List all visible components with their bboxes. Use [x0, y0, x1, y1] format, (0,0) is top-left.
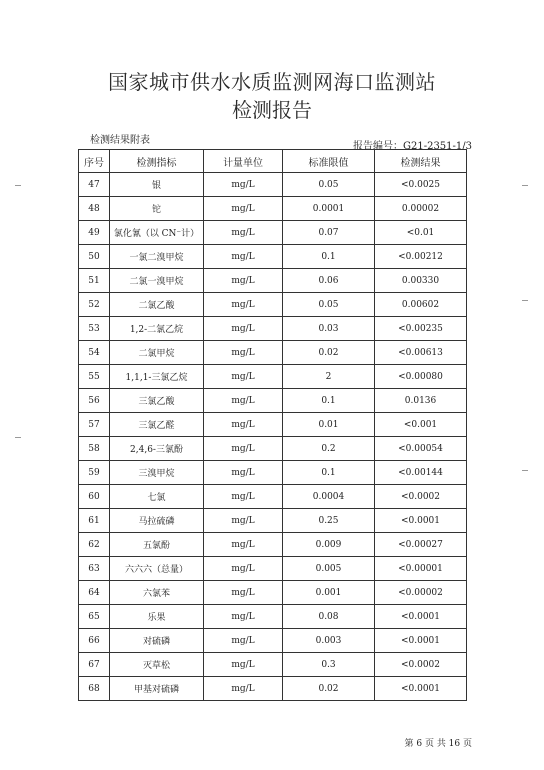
cell-indicator: 六氯苯	[110, 581, 204, 605]
col-header-result: 检测结果	[375, 150, 467, 173]
cell-indicator: 六六六（总量）	[110, 557, 204, 581]
cell-indicator: 氯化氰（以 CN⁻计）	[110, 221, 204, 245]
cell-limit: 0.05	[283, 293, 375, 317]
cell-limit: 0.005	[283, 557, 375, 581]
scan-mark	[15, 185, 21, 186]
cell-index: 53	[79, 317, 110, 341]
table-row	[79, 629, 467, 653]
cell-indicator: 二氯乙酸	[110, 293, 204, 317]
cell-indicator: 二氯甲烷	[110, 341, 204, 365]
table-row	[79, 677, 467, 701]
cell-unit: mg/L	[204, 269, 283, 293]
cell-index: 65	[79, 605, 110, 629]
table-row	[79, 173, 467, 197]
table-row	[79, 245, 467, 269]
cell-unit: mg/L	[204, 389, 283, 413]
table-row	[79, 485, 467, 509]
report-title-line2: 检测报告	[232, 98, 312, 122]
table-row	[79, 197, 467, 221]
cell-limit: 0.1	[283, 245, 375, 269]
table-row	[79, 509, 467, 533]
cell-result: <0.00144	[375, 461, 467, 485]
cell-unit: mg/L	[204, 653, 283, 677]
cell-indicator: 铊	[110, 197, 204, 221]
cell-result: <0.00054	[375, 437, 467, 461]
cell-limit: 0.05	[283, 173, 375, 197]
cell-result: 0.00330	[375, 269, 467, 293]
cell-limit: 0.1	[283, 461, 375, 485]
cell-result: 0.0136	[375, 389, 467, 413]
scan-mark	[522, 300, 528, 301]
cell-indicator: 1,2-二氯乙烷	[110, 317, 204, 341]
cell-result: <0.0001	[375, 629, 467, 653]
cell-index: 51	[79, 269, 110, 293]
cell-result: 0.00002	[375, 197, 467, 221]
table-row	[79, 365, 467, 389]
cell-result: <0.00001	[375, 557, 467, 581]
page-number: 第 6 页 共 16 页	[404, 739, 472, 749]
scan-mark	[15, 437, 21, 438]
cell-unit: mg/L	[204, 629, 283, 653]
table-row	[79, 557, 467, 581]
cell-unit: mg/L	[204, 197, 283, 221]
cell-indicator: 五氯酚	[110, 533, 204, 557]
cell-indicator: 乐果	[110, 605, 204, 629]
cell-limit: 0.3	[283, 653, 375, 677]
cell-result: <0.0001	[375, 677, 467, 701]
cell-index: 50	[79, 245, 110, 269]
cell-index: 63	[79, 557, 110, 581]
cell-limit: 0.009	[283, 533, 375, 557]
cell-indicator: 灭草松	[110, 653, 204, 677]
cell-unit: mg/L	[204, 533, 283, 557]
cell-unit: mg/L	[204, 677, 283, 701]
cell-limit: 0.0004	[283, 485, 375, 509]
cell-indicator: 三溴甲烷	[110, 461, 204, 485]
cell-limit: 0.003	[283, 629, 375, 653]
table-row	[79, 605, 467, 629]
table-row	[79, 293, 467, 317]
report-number: 报告编号：G21-2351-1/3	[352, 141, 472, 152]
cell-limit: 0.25	[283, 509, 375, 533]
cell-limit: 2	[283, 365, 375, 389]
cell-unit: mg/L	[204, 557, 283, 581]
table-row	[79, 221, 467, 245]
table-row	[79, 413, 467, 437]
cell-index: 52	[79, 293, 110, 317]
cell-unit: mg/L	[204, 461, 283, 485]
cell-limit: 0.001	[283, 581, 375, 605]
cell-indicator: 一氯二溴甲烷	[110, 245, 204, 269]
cell-result: 0.00602	[375, 293, 467, 317]
cell-unit: mg/L	[204, 485, 283, 509]
cell-index: 60	[79, 485, 110, 509]
results-table	[78, 149, 467, 701]
scan-mark	[522, 470, 528, 471]
cell-index: 57	[79, 413, 110, 437]
cell-index: 61	[79, 509, 110, 533]
cell-result: <0.001	[375, 413, 467, 437]
cell-result: <0.0001	[375, 509, 467, 533]
cell-limit: 0.2	[283, 437, 375, 461]
table-row	[79, 461, 467, 485]
table-row	[79, 317, 467, 341]
cell-result: <0.01	[375, 221, 467, 245]
cell-result: <0.00235	[375, 317, 467, 341]
cell-index: 67	[79, 653, 110, 677]
cell-indicator: 对硫磷	[110, 629, 204, 653]
cell-limit: 0.08	[283, 605, 375, 629]
table-header-row	[79, 150, 467, 173]
cell-result: <0.00613	[375, 341, 467, 365]
cell-limit: 0.1	[283, 389, 375, 413]
cell-unit: mg/L	[204, 509, 283, 533]
report-title-line1: 国家城市供水水质监测网海口监测站	[108, 70, 436, 94]
cell-unit: mg/L	[204, 293, 283, 317]
table-row	[79, 341, 467, 365]
cell-indicator: 2,4,6-三氯酚	[110, 437, 204, 461]
table-row	[79, 389, 467, 413]
table-row	[79, 653, 467, 677]
cell-index: 47	[79, 173, 110, 197]
cell-index: 68	[79, 677, 110, 701]
cell-unit: mg/L	[204, 365, 283, 389]
cell-limit: 0.0001	[283, 197, 375, 221]
cell-unit: mg/L	[204, 221, 283, 245]
cell-result: <0.0002	[375, 653, 467, 677]
cell-limit: 0.03	[283, 317, 375, 341]
col-header-unit: 计量单位	[204, 150, 283, 173]
cell-result: <0.0025	[375, 173, 467, 197]
cell-index: 56	[79, 389, 110, 413]
cell-unit: mg/L	[204, 341, 283, 365]
cell-index: 49	[79, 221, 110, 245]
cell-limit: 0.06	[283, 269, 375, 293]
cell-result: <0.0001	[375, 605, 467, 629]
cell-limit: 0.02	[283, 341, 375, 365]
cell-index: 48	[79, 197, 110, 221]
cell-unit: mg/L	[204, 605, 283, 629]
table-caption: 检测结果附表	[90, 135, 150, 146]
table-row	[79, 581, 467, 605]
cell-result: <0.00080	[375, 365, 467, 389]
cell-index: 54	[79, 341, 110, 365]
cell-result: <0.00212	[375, 245, 467, 269]
col-header-limit: 标准限值	[283, 150, 375, 173]
cell-index: 55	[79, 365, 110, 389]
cell-unit: mg/L	[204, 173, 283, 197]
cell-unit: mg/L	[204, 245, 283, 269]
cell-indicator: 马拉硫磷	[110, 509, 204, 533]
cell-unit: mg/L	[204, 437, 283, 461]
cell-indicator: 三氯乙酸	[110, 389, 204, 413]
cell-indicator: 二氯一溴甲烷	[110, 269, 204, 293]
cell-result: <0.0002	[375, 485, 467, 509]
cell-indicator: 1,1,1-三氯乙烷	[110, 365, 204, 389]
cell-limit: 0.01	[283, 413, 375, 437]
cell-index: 64	[79, 581, 110, 605]
cell-index: 62	[79, 533, 110, 557]
cell-index: 66	[79, 629, 110, 653]
table-row	[79, 269, 467, 293]
cell-indicator: 七氯	[110, 485, 204, 509]
cell-result: <0.00027	[375, 533, 467, 557]
cell-index: 59	[79, 461, 110, 485]
cell-limit: 0.02	[283, 677, 375, 701]
cell-indicator: 甲基对硫磷	[110, 677, 204, 701]
table-row	[79, 533, 467, 557]
cell-indicator: 银	[110, 173, 204, 197]
col-header-index: 序号	[79, 150, 110, 173]
scan-mark	[522, 185, 528, 186]
col-header-indicator: 检测指标	[110, 150, 204, 173]
cell-unit: mg/L	[204, 317, 283, 341]
cell-index: 58	[79, 437, 110, 461]
cell-limit: 0.07	[283, 221, 375, 245]
cell-result: <0.00002	[375, 581, 467, 605]
table-row	[79, 437, 467, 461]
cell-indicator: 三氯乙醛	[110, 413, 204, 437]
cell-unit: mg/L	[204, 413, 283, 437]
cell-unit: mg/L	[204, 581, 283, 605]
